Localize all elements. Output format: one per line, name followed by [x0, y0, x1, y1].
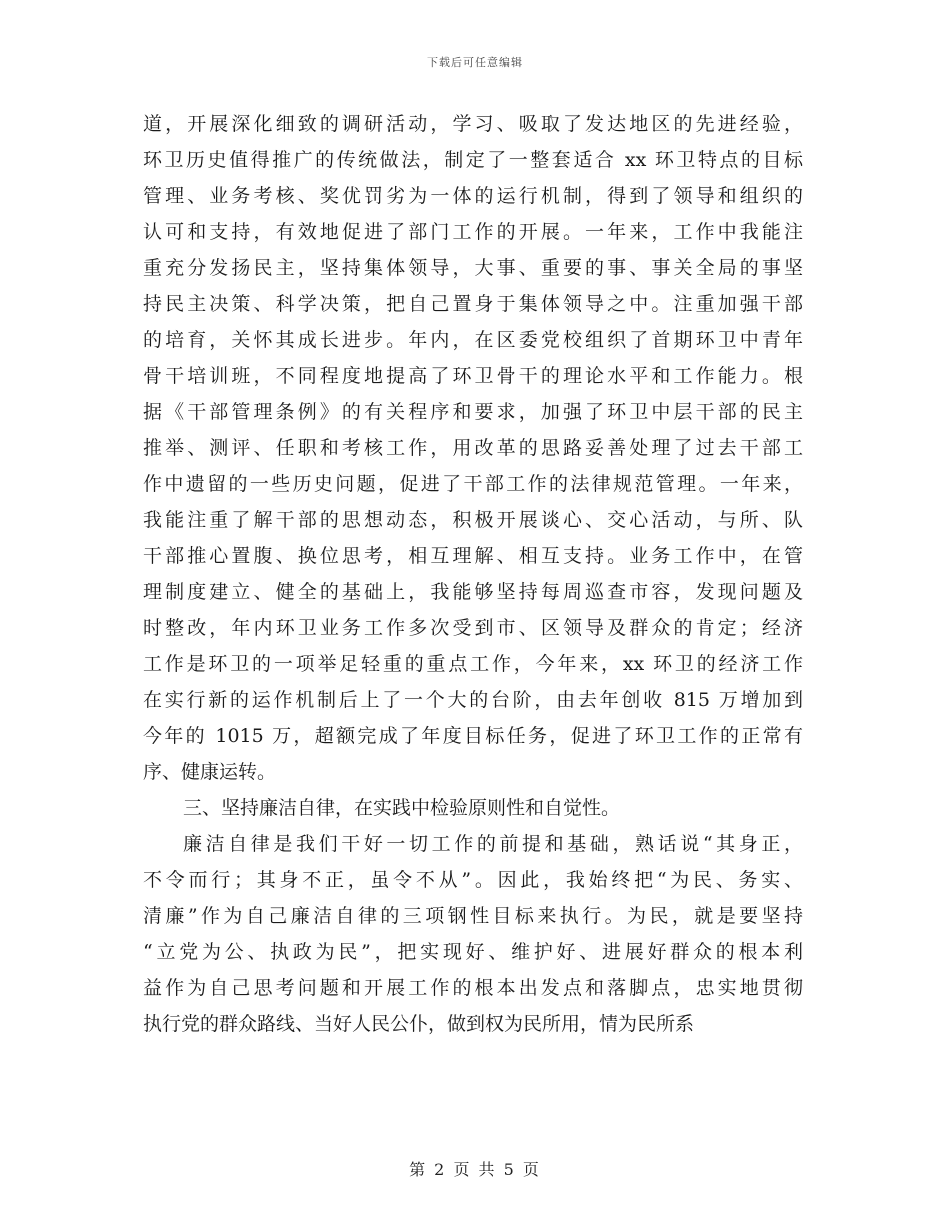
text-line: 据《干部管理条例》的有关程序和要求，加强了环卫中层干部的民主 [143, 401, 803, 423]
text-line: 不令而行；其身不正，虽令不从”。因此，我始终把“为民、务实、 [143, 869, 803, 891]
text-line: 今年的 1015 万，超额完成了年度目标任务，促进了环卫工作的正常有 [143, 725, 803, 747]
section-heading: 三、坚持廉洁自律，在实践中检验原则性和自觉性。 [183, 797, 621, 819]
text-line: 持民主决策、科学决策，把自己置身于集体领导之中。注重加强干部 [143, 293, 803, 315]
text-line: 推举、测评、任职和考核工作，用改革的思路妥善处理了过去干部工 [143, 437, 803, 459]
text-line: 作中遗留的一些历史问题，促进了干部工作的法律规范管理。一年来， [143, 473, 803, 495]
text-line: 道，开展深化细致的调研活动，学习、吸取了发达地区的先进经验， [143, 113, 803, 135]
text-line: 干部推心置腹、换位思考，相互理解、相互支持。业务工作中，在管 [143, 545, 803, 567]
text-line: 序、健康运转。 [143, 761, 277, 783]
text-line: 环卫历史值得推广的传统做法，制定了一整套适合 xx 环卫特点的目标 [143, 149, 803, 171]
text-line: 工作是环卫的一项举足轻重的重点工作，今年来，xx 环卫的经济工作 [143, 653, 803, 675]
text-line: 时整改，年内环卫业务工作多次受到市、区领导及群众的肯定；经济 [143, 617, 803, 639]
text-line: 益作为自己思考问题和开展工作的根本出发点和落脚点，忠实地贯彻 [143, 977, 803, 999]
text-line: 重充分发扬民主，坚持集体领导，大事、重要的事、事关全局的事坚 [143, 257, 803, 279]
page-number-footer: 第 2 页 共 5 页 [409, 1160, 541, 1179]
text-line: 管理、业务考核、奖优罚劣为一体的运行机制，得到了领导和组织的 [143, 185, 803, 207]
document-body [143, 106, 803, 1042]
text-line: 在实行新的运作机制后上了一个大的台阶，由去年创收 815 万增加到 [143, 689, 803, 711]
text-line: 我能注重了解干部的思想动态，积极开展谈心、交心活动，与所、队 [143, 509, 803, 531]
text-line: 廉洁自律是我们干好一切工作的前提和基础，熟话说“其身正， [183, 833, 803, 855]
text-line: 骨干培训班，不同程度地提高了环卫骨干的理论水平和工作能力。根 [143, 365, 803, 387]
text-line: 清廉”作为自己廉洁自律的三项钢性目标来执行。为民，就是要坚持 [143, 905, 803, 927]
text-line: 的培育，关怀其成长进步。年内，在区委党校组织了首期环卫中青年 [143, 329, 803, 351]
text-line: 理制度建立、健全的基础上，我能够坚持每周巡查市容，发现问题及 [143, 581, 803, 603]
page-header-note: 下载后可任意编辑 [427, 56, 523, 69]
text-line: 认可和支持，有效地促进了部门工作的开展。一年来，工作中我能注 [143, 221, 803, 243]
text-line: 执行党的群众路线、当好人民公仆，做到权为民所用，情为民所系 [143, 1013, 695, 1035]
text-line: “立党为公、执政为民”，把实现好、维护好、进展好群众的根本利 [143, 941, 803, 963]
